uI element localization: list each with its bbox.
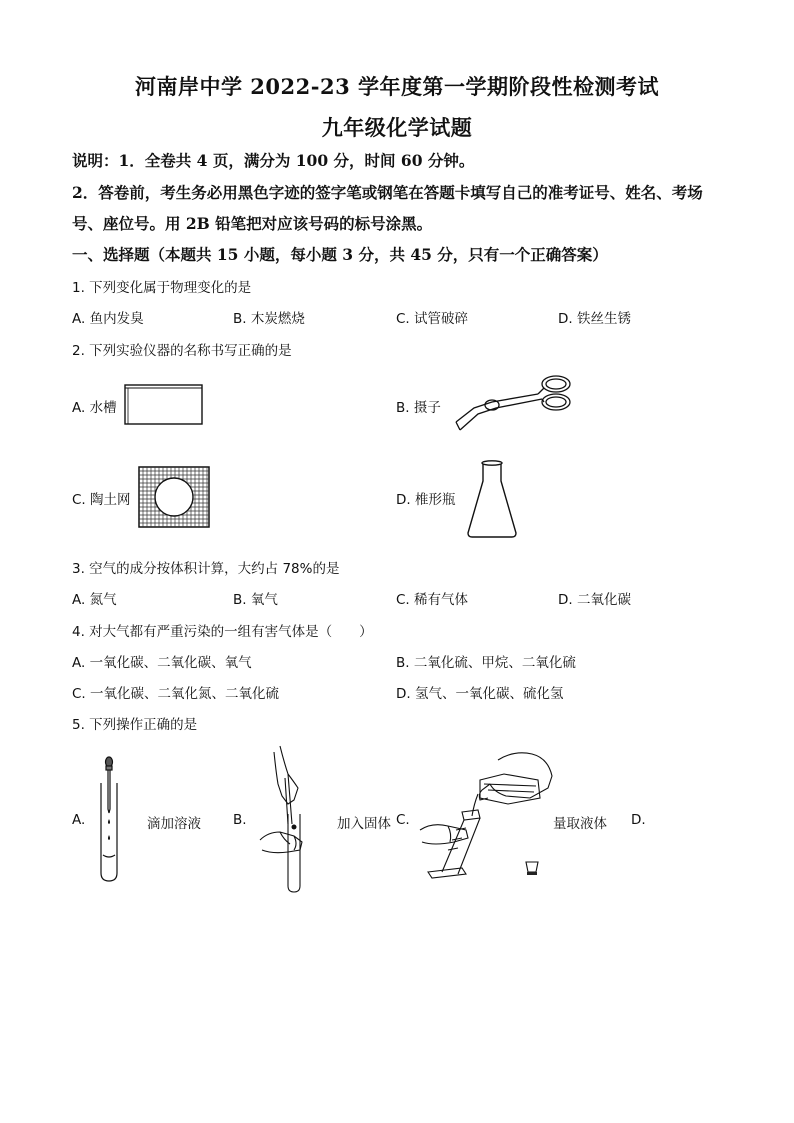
instruction-line-2: 2．答卷前，考生务必用黑色字迹的签字笔或钢笔在答题卡填写自己的准考证号、姓名、考场 (72, 183, 703, 202)
crucible-tongs-figure (452, 372, 574, 436)
question-4-option-a: A. 一氧化碳、二氧化碳、氧气 (72, 655, 252, 671)
exam-subtitle: 九年级化学试题 (321, 115, 473, 140)
section-heading: 一、选择题（本题共 15 小题，每小题 3 分，共 45 分，只有一个正确答案） (72, 245, 608, 264)
adding-solid-figure (258, 744, 318, 894)
question-2-option-a: A. 水槽 (72, 400, 117, 416)
question-4-option-c: C. 一氧化碳、二氧化氮、二氧化硫 (72, 686, 280, 702)
question-2-option-d: D. 椎形瓶 (396, 492, 456, 508)
question-5-letter-a: A. (72, 812, 86, 828)
instruction-line-3: 号、座位号。用 2B 铅笔把对应该号码的标号涂黑。 (72, 214, 433, 233)
clay-gauze-figure (138, 466, 210, 528)
question-3-option-a: A. 氮气 (72, 592, 117, 608)
question-3-option-d: D. 二氧化碳 (558, 592, 631, 608)
question-5-caption-c: 量取液体 (553, 816, 607, 832)
question-1-option-c: C. 试管破碎 (396, 311, 469, 327)
question-1-stem: 1. 下列变化属于物理变化的是 (72, 280, 252, 296)
water-trough-figure (124, 384, 204, 426)
question-3-option-c: C. 稀有气体 (396, 592, 469, 608)
dropper-test-tube-figure (96, 755, 124, 883)
question-3-option-b: B. 氧气 (233, 592, 278, 608)
measuring-liquid-figure (418, 746, 554, 888)
question-3-stem: 3. 空气的成分按体积计算，大约占 78%的是 (72, 561, 340, 577)
question-5-caption-b: 加入固体 (337, 816, 391, 832)
question-4-option-d: D. 氢气、一氧化碳、硫化氢 (396, 686, 564, 702)
question-1-option-a: A. 鱼内发臭 (72, 311, 144, 327)
question-5-caption-a: 滴加溶液 (147, 816, 201, 832)
question-4-stem: 4. 对大气都有严重污染的一组有害气体是（ ） (72, 624, 373, 640)
question-5-letter-b: B. (233, 812, 247, 828)
question-5-letter-c: C. (396, 812, 410, 828)
question-5-stem: 5. 下列操作正确的是 (72, 717, 198, 733)
exam-title: 河南岸中学 2022-23 学年度第一学期阶段性检测考试 (134, 74, 659, 99)
instruction-line-1: 说明：1．全卷共 4 页，满分为 100 分，时间 60 分钟。 (72, 151, 475, 170)
question-1-option-d: D. 铁丝生锈 (558, 311, 631, 327)
question-4-option-b: B. 二氧化硫、甲烷、二氧化硫 (396, 655, 576, 671)
question-1-option-b: B. 木炭燃烧 (233, 311, 305, 327)
question-2-stem: 2. 下列实验仪器的名称书写正确的是 (72, 343, 292, 359)
question-2-option-c: C. 陶土网 (72, 492, 131, 508)
question-2-option-b: B. 摄子 (396, 400, 441, 416)
question-5-letter-d: D. (631, 812, 646, 828)
conical-flask-figure (466, 459, 518, 539)
